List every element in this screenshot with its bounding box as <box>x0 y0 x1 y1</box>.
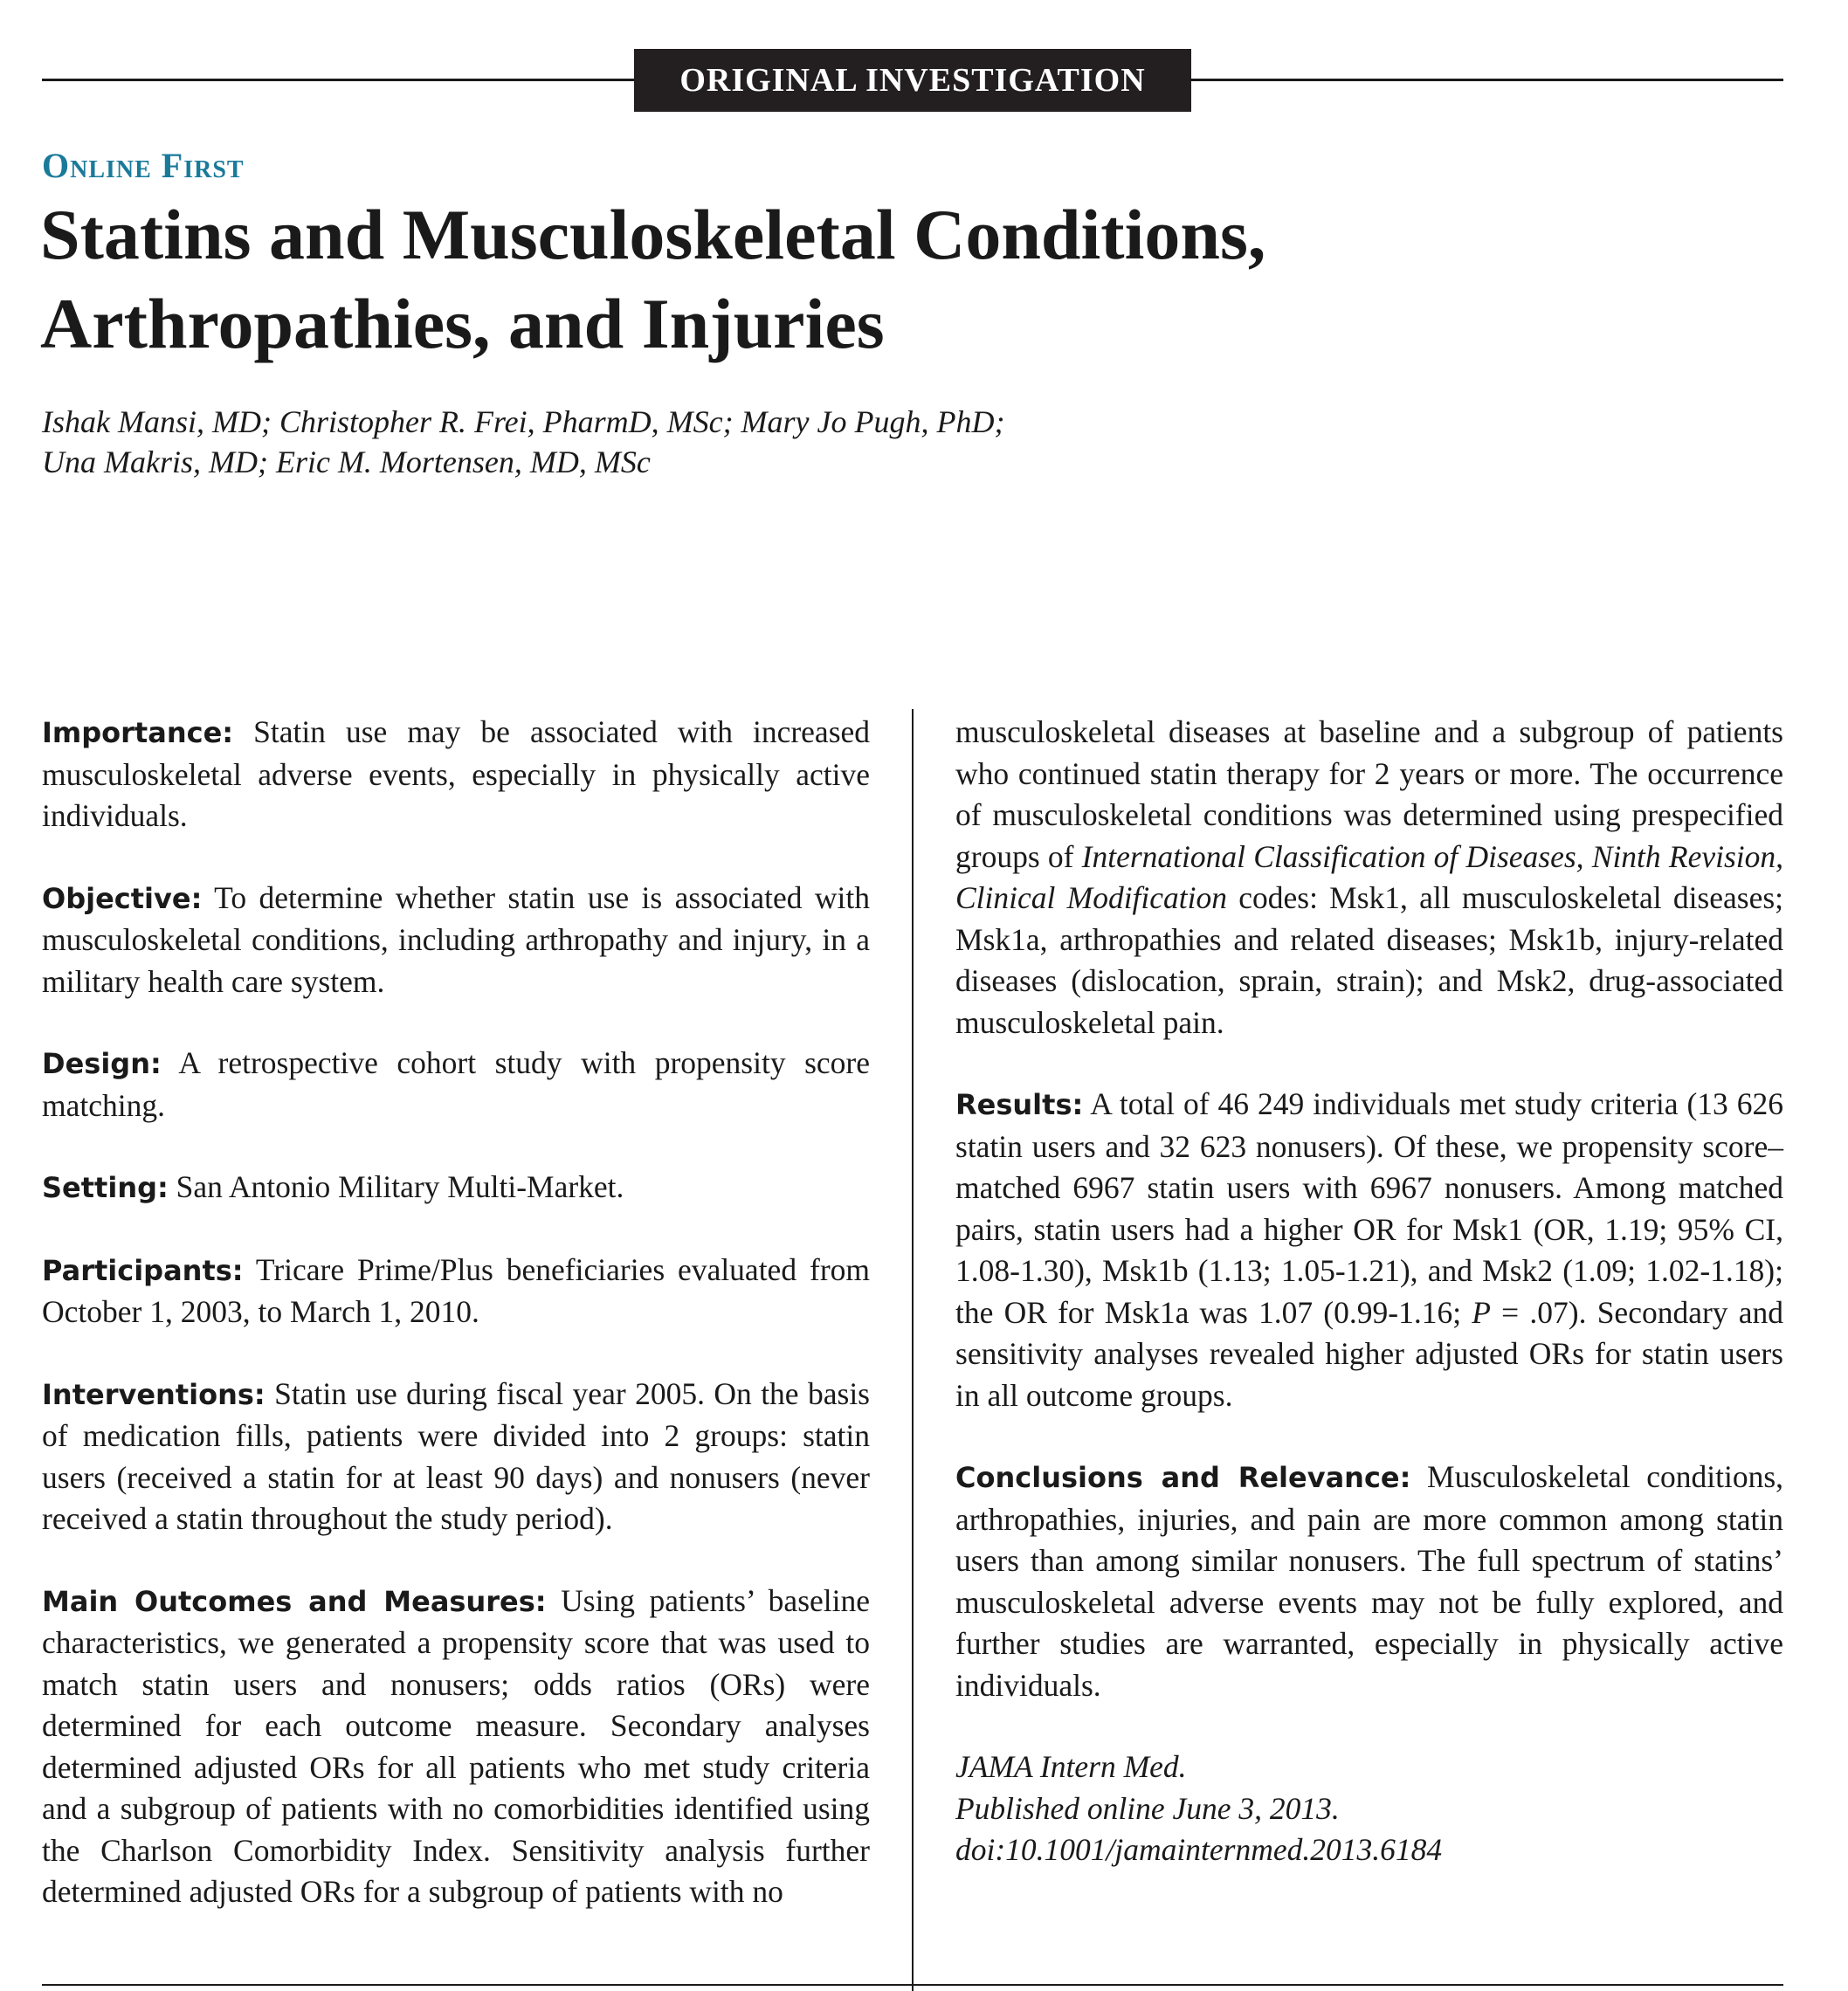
column-divider <box>912 709 914 1991</box>
objective-section <box>42 878 870 1003</box>
design-label: Design: <box>42 1047 162 1080</box>
objective-text: To determine whether statin use is associated with musculoskeletal conditions, including arthropathy and injury, in a military health care system. <box>42 879 870 999</box>
header-rule-left <box>42 79 636 81</box>
conclusions-section <box>955 1457 1783 1706</box>
citation-journal: JAMA Intern Med. <box>955 1749 1187 1784</box>
results-text-a: A total of 46 249 individuals met study criteria (13 626 statin users and 32 623 nonusers). Of these, we propensity score–matched 6967 statin users with 6967 nonusers. Among matched pairs, statin users had a higher OR for Msk1 (OR, 1.19; 95% CI, 1.08-1.30), Msk1b (1.13; 1.05-1.21), and Msk2 (1.09; 1.02-1.18); the OR for Msk1a was 1.07 (0.99-1.16; <box>955 1086 1784 1330</box>
outcomes-text-left: Using patients’ baseline characteristics, we generated a propensity score that was used to match statin users and nonusers; odds ratios (ORs) were determined for each outcome measure. Secondary analyses determined adjusted ORs for all patients who met study criteria and a subgroup of patients with no comorbidities identified using the Charlson Comorbidity Index. Sensitivity analysis further determined adjusted ORs for a subgroup of patients with no <box>42 1582 870 1909</box>
setting-text: San Antonio Military Multi-Market. <box>176 1169 624 1204</box>
results-section <box>955 1084 1783 1416</box>
results-text-b: = .07). Secondary and sensitivity analyses revealed higher adjusted ORs for statin users in all outcome groups. <box>955 1294 1783 1413</box>
design-section <box>42 1043 870 1126</box>
authors-line-1: Ishak Mansi, MD; Christopher R. Frei, PharmD, MSc; Mary Jo Pugh, PhD; <box>42 404 1005 439</box>
importance-section <box>42 712 870 837</box>
article-title <box>40 190 1525 369</box>
title-line-2: Arthropathies, and Injuries <box>40 284 885 363</box>
abstract-right-column <box>955 712 1783 1871</box>
p-value-symbol: P <box>1472 1294 1491 1330</box>
bottom-rule <box>42 1984 1783 1986</box>
importance-label: Importance: <box>42 716 234 749</box>
title-line-1: Statins and Musculoskeletal Conditions, <box>40 195 1266 274</box>
design-text: A retrospective cohort study with propensity score matching. <box>42 1045 870 1123</box>
outcomes-text-right-a: musculoskeletal diseases at baseline and a subgroup of patients who continued statin therapy for 2 years or more. The occurrence of musculoskeletal conditions was determined using prespecified groups of <box>955 714 1783 874</box>
outcomes-section <box>42 1581 870 1913</box>
setting-label: Setting: <box>42 1171 169 1204</box>
interventions-label: Interventions: <box>42 1377 265 1411</box>
results-label: Results: <box>955 1088 1084 1121</box>
objective-label: Objective: <box>42 881 203 915</box>
abstract-left-column <box>42 712 870 1953</box>
citation-block <box>955 1746 1783 1871</box>
participants-label: Participants: <box>42 1253 244 1287</box>
authors-line-2: Una Makris, MD; Eric M. Mortensen, MD, MSc <box>42 444 651 479</box>
interventions-text: Statin use during fiscal year 2005. On the basis of medication fills, patients were divided into 2 groups: statin users (received a statin for at least 90 days) and nonusers (never received a statin throughout the study period). <box>42 1375 870 1536</box>
outcomes-label: Main Outcomes and Measures: <box>42 1584 547 1618</box>
icd-title: International Classification of Diseases, Ninth Revision, Clinical Modification <box>955 838 1783 915</box>
citation-published: Published online June 3, 2013. <box>955 1790 1340 1826</box>
importance-text: Statin use may be associated with increased musculoskeletal adverse events, especially in physically active individuals. <box>42 714 871 833</box>
outcomes-continued <box>955 712 1783 1044</box>
participants-text: Tricare Prime/Plus beneficiaries evaluated from October 1, 2003, to March 1, 2010. <box>42 1251 871 1329</box>
conclusions-label: Conclusions and Relevance: <box>955 1461 1411 1494</box>
citation-doi[interactable]: doi:10.1001/jamainternmed.2013.6184 <box>955 1832 1443 1867</box>
conclusions-text: Musculoskeletal conditions, arthropathies, injuries, and pain are more common among statin users than among similar nonusers. The full spectrum of statins’ musculoskeletal adverse events may not be fully explored, and further studies are warranted, especially in physically active individuals. <box>955 1459 1784 1703</box>
outcomes-text-right-b: codes: Msk1, all musculoskeletal diseases; Msk1a, arthropathies and related diseases; Msk1b, injury-related diseases (dislocation, sprain, strain); and Msk2, drug-associated musculoskeletal pain. <box>955 880 1784 1040</box>
online-first-label: Online First <box>42 146 245 185</box>
participants-section <box>42 1250 870 1333</box>
interventions-section <box>42 1374 870 1540</box>
header-rule-right <box>1189 79 1783 81</box>
author-list <box>42 402 1352 482</box>
setting-section <box>42 1167 870 1209</box>
section-label: ORIGINAL INVESTIGATION <box>634 49 1191 112</box>
